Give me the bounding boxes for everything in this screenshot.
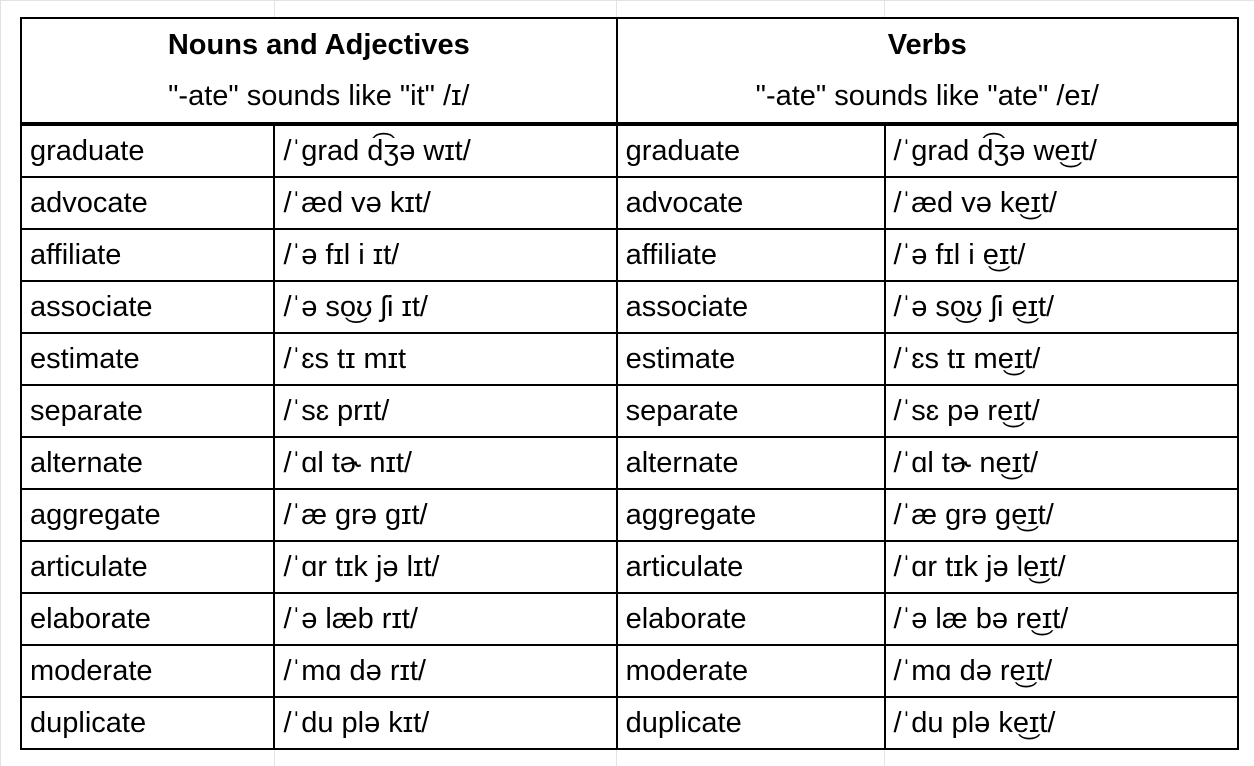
verb-ipa-cell[interactable]: /ˈæd və ke͜ɪt/ [885, 177, 1238, 229]
pronunciation-table [20, 17, 1239, 750]
noun-ipa-cell[interactable]: /ˈə fɪl i ɪt/ [274, 229, 616, 281]
verb-ipa-cell[interactable]: /ˈmɑ də re͜ɪt/ [885, 645, 1238, 697]
verb-ipa-cell[interactable]: /ˈɑr tɪk jə le͜ɪt/ [885, 541, 1238, 593]
nouns-adjectives-subheader[interactable]: "-ate" sounds like "it" /ɪ/ [21, 71, 617, 124]
verb-word-cell[interactable]: estimate [617, 333, 885, 385]
table-row [21, 385, 1238, 437]
verb-word-cell[interactable]: duplicate [617, 697, 885, 749]
noun-word-cell[interactable]: graduate [21, 124, 274, 177]
verb-word-cell[interactable]: advocate [617, 177, 885, 229]
sheet-gridline [616, 749, 617, 766]
verb-ipa-cell[interactable]: /ˈæ grə ge͜ɪt/ [885, 489, 1238, 541]
noun-ipa-cell[interactable]: /ˈæ grə gɪt/ [274, 489, 616, 541]
noun-ipa-cell[interactable]: /ˈɑr tɪk jə lɪt/ [274, 541, 616, 593]
table-row [21, 489, 1238, 541]
noun-word-cell[interactable]: estimate [21, 333, 274, 385]
verb-ipa-cell[interactable]: /ˈə fɪl i e͜ɪt/ [885, 229, 1238, 281]
sheet-gridline [0, 0, 1254, 1]
verb-ipa-cell[interactable]: /ˈsɛ pə re͜ɪt/ [885, 385, 1238, 437]
verb-word-cell[interactable]: aggregate [617, 489, 885, 541]
noun-word-cell[interactable]: elaborate [21, 593, 274, 645]
noun-word-cell[interactable]: articulate [21, 541, 274, 593]
noun-word-cell[interactable]: associate [21, 281, 274, 333]
table-row [21, 697, 1238, 749]
nouns-adjectives-header[interactable]: Nouns and Adjectives [21, 18, 617, 71]
verb-ipa-cell[interactable]: /ˈə so͜ʊ ʃi e͜ɪt/ [885, 281, 1238, 333]
verb-word-cell[interactable]: articulate [617, 541, 885, 593]
verb-word-cell[interactable]: graduate [617, 124, 885, 177]
noun-ipa-cell[interactable]: /ˈə so͜ʊ ʃi ɪt/ [274, 281, 616, 333]
verbs-subheader[interactable]: "-ate" sounds like "ate" /eɪ/ [617, 71, 1238, 124]
verb-ipa-cell[interactable]: /ˈɛs tɪ me͜ɪt/ [885, 333, 1238, 385]
noun-word-cell[interactable]: alternate [21, 437, 274, 489]
table-row [21, 593, 1238, 645]
table-row [21, 541, 1238, 593]
noun-word-cell[interactable]: aggregate [21, 489, 274, 541]
table-row [21, 177, 1238, 229]
verb-word-cell[interactable]: associate [617, 281, 885, 333]
table-row [21, 229, 1238, 281]
verbs-header[interactable]: Verbs [617, 18, 1238, 71]
sheet-gridline [274, 0, 275, 17]
verb-word-cell[interactable]: alternate [617, 437, 885, 489]
noun-ipa-cell[interactable]: /ˈmɑ də rɪt/ [274, 645, 616, 697]
table-row [21, 437, 1238, 489]
noun-ipa-cell[interactable]: /ˈə læb rɪt/ [274, 593, 616, 645]
noun-ipa-cell[interactable]: /ˈɛs tɪ mɪt [274, 333, 616, 385]
table-row [21, 645, 1238, 697]
verb-ipa-cell[interactable]: /ˈdu plə ke͜ɪt/ [885, 697, 1238, 749]
verb-word-cell[interactable]: elaborate [617, 593, 885, 645]
sheet-gridline [274, 749, 275, 766]
noun-word-cell[interactable]: moderate [21, 645, 274, 697]
noun-ipa-cell[interactable]: /ˈɑl tɚ nɪt/ [274, 437, 616, 489]
noun-ipa-cell[interactable]: /ˈgrad d͡ʒə wɪt/ [274, 124, 616, 177]
verb-ipa-cell[interactable]: /ˈə læ bə re͜ɪt/ [885, 593, 1238, 645]
noun-ipa-cell[interactable]: /ˈsɛ prɪt/ [274, 385, 616, 437]
verb-word-cell[interactable]: moderate [617, 645, 885, 697]
noun-word-cell[interactable]: duplicate [21, 697, 274, 749]
noun-word-cell[interactable]: separate [21, 385, 274, 437]
table-row [21, 124, 1238, 177]
sheet-gridline [616, 0, 617, 17]
sheet-gridline [884, 749, 885, 766]
noun-ipa-cell[interactable]: /ˈæd və kɪt/ [274, 177, 616, 229]
sheet-gridline [884, 0, 885, 17]
verb-word-cell[interactable]: separate [617, 385, 885, 437]
verb-ipa-cell[interactable]: /ˈɑl tɚ ne͜ɪt/ [885, 437, 1238, 489]
noun-word-cell[interactable]: advocate [21, 177, 274, 229]
table-row [21, 333, 1238, 385]
table-row [21, 281, 1238, 333]
verb-word-cell[interactable]: affiliate [617, 229, 885, 281]
noun-word-cell[interactable]: affiliate [21, 229, 274, 281]
noun-ipa-cell[interactable]: /ˈdu plə kɪt/ [274, 697, 616, 749]
verb-ipa-cell[interactable]: /ˈgrad d͡ʒə we͜ɪt/ [885, 124, 1238, 177]
table-body [21, 124, 1238, 749]
